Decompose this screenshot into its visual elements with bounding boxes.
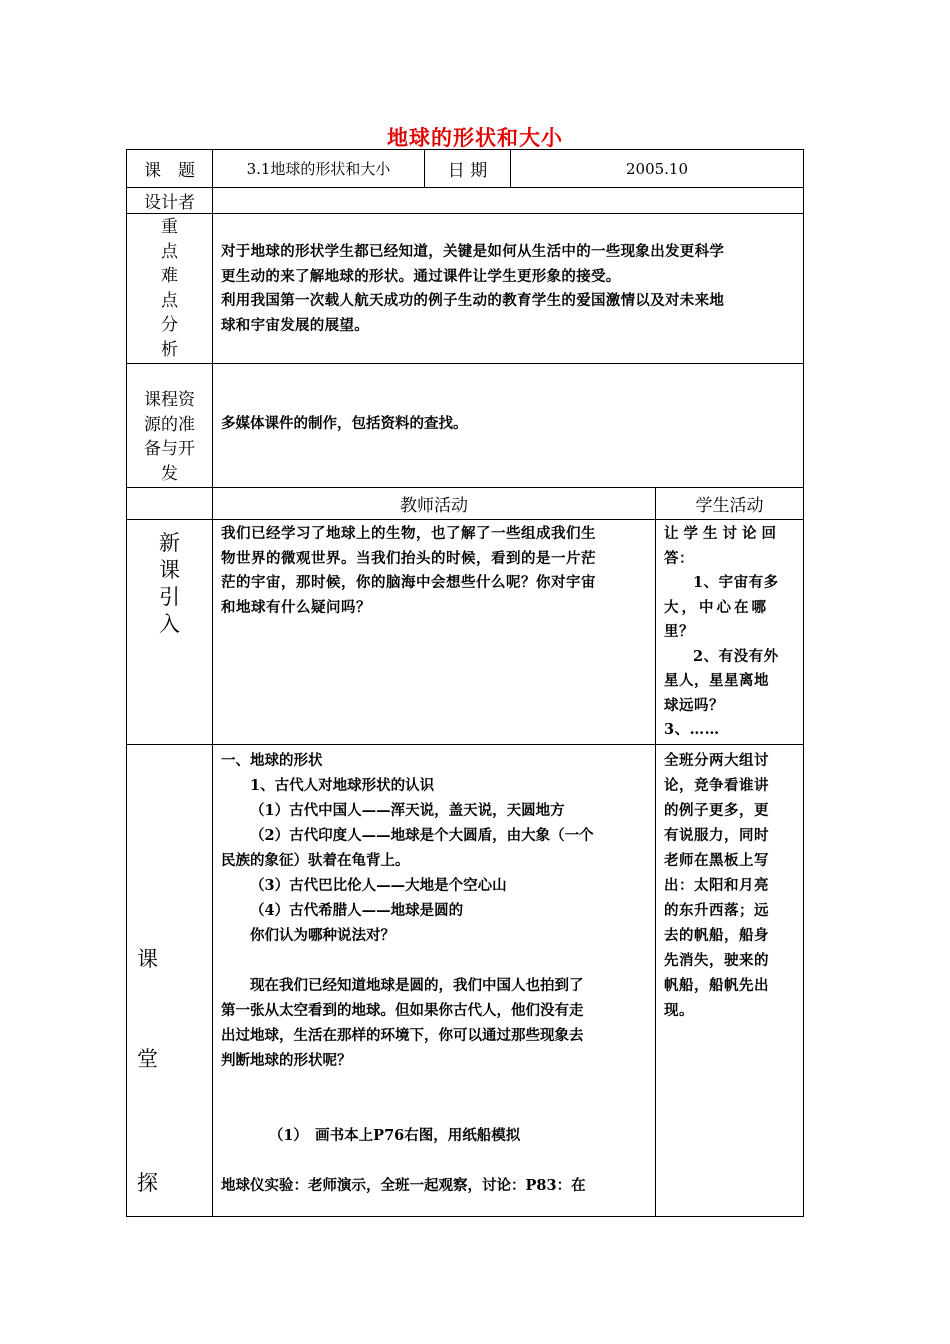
intro-student-line: 答： <box>664 549 694 567</box>
key-points-content-cell <box>212 213 804 364</box>
explore-teacher-line: （2）古代印度人——地球是个大圆盾，由大象（一个 <box>250 827 594 844</box>
explore-student-line: 先消失，驶来的 <box>664 952 769 969</box>
designer-label-cell <box>126 187 213 214</box>
intro-teacher-line: 物世界的微观世界。当我们抬头的时候，看到的是一片茫 <box>221 549 596 567</box>
teacher-activity-header: 教师活动 <box>400 496 468 516</box>
key-points-line: 对于地球的形状学生都已经知道，关键是如何从生活中的一些现象出发更科学 <box>221 243 725 260</box>
key-points-label-char: 分 <box>161 315 178 335</box>
explore-teacher-line: 第一张从太空看到的地球。但如果你古代人，他们没有走 <box>221 1002 584 1019</box>
explore-teacher-line: 出过地球，生活在那样的环境下，你可以通过那些现象去 <box>221 1027 584 1044</box>
explore-teacher-line: （1） 画书本上P76右图，用纸船模拟 <box>268 1127 521 1144</box>
resources-content-cell <box>212 363 804 488</box>
explore-student-line: 出：太阳和月亮 <box>664 877 769 894</box>
explore-student-line: 论，竞争看谁讲 <box>664 777 769 794</box>
key-points-label-char: 重 <box>161 217 178 237</box>
explore-teacher-line: （1）古代中国人——浑天说，盖天说，天圆地方 <box>250 802 565 819</box>
designer-value-cell <box>212 187 804 214</box>
intro-student-line: 星人，星星离地 <box>664 672 769 689</box>
resources-label-line: 备与开 <box>144 439 195 459</box>
key-points-line: 更生动的来了解地球的形状。通过课件让学生更形象的接受。 <box>221 267 621 285</box>
date-value: 2005.10 <box>625 159 689 178</box>
key-points-label-char: 点 <box>161 241 178 262</box>
intro-teacher-line: 我们已经学习了地球上的生物，也了解了一些组成我们生 <box>221 525 596 542</box>
intro-label-char: 新 <box>159 531 180 555</box>
designer-label: 设计者 <box>144 193 195 213</box>
explore-label-char: 堂 <box>137 1047 158 1071</box>
teacher-activity-header-cell <box>212 487 656 520</box>
explore-teacher-line: （3）古代巴比伦人——大地是个空心山 <box>250 877 507 894</box>
key-points-label-cell <box>126 213 213 364</box>
explore-label-char: 探 <box>137 1171 158 1195</box>
intro-label-char: 入 <box>159 612 180 636</box>
explore-student-line: 的东升西落；远 <box>664 902 769 919</box>
key-points-label-char: 难 <box>161 266 178 286</box>
date-value-cell <box>510 149 804 188</box>
intro-label-char: 引 <box>159 585 180 609</box>
intro-teacher-line: 和地球有什么疑问吗？ <box>221 598 371 616</box>
student-activity-header: 学生活动 <box>695 496 764 516</box>
intro-student-line: 球远吗？ <box>664 696 724 714</box>
explore-student-line: 帆船，船帆先出 <box>664 977 769 994</box>
explore-teacher-line: 现在我们已经知道地球是圆的，我们中国人也拍到了 <box>250 977 584 994</box>
explore-student-cell <box>655 744 804 1217</box>
intro-student-cell <box>655 519 804 745</box>
date-label: 日 期 <box>447 161 488 181</box>
intro-student-line: 3、…… <box>664 721 720 738</box>
explore-student-line: 全班分两大组讨 <box>664 752 769 769</box>
student-activity-header-cell <box>655 487 804 520</box>
topic-label: 课 题 <box>144 161 195 181</box>
resources-label-line: 源的准 <box>144 414 195 435</box>
intro-label-char: 课 <box>159 558 180 582</box>
intro-student-line: 里？ <box>664 623 694 640</box>
activity-blank-cell <box>126 487 213 520</box>
topic-value: 3.1地球的形状和大小 <box>246 160 391 178</box>
explore-label-char: 课 <box>137 947 158 971</box>
explore-teacher-line: （4）古代希腊人——地球是圆的 <box>250 902 464 919</box>
intro-teacher-cell <box>212 519 656 745</box>
explore-teacher-line: 1、古代人对地球形状的认识 <box>250 777 435 794</box>
explore-teacher-line: 你们认为哪种说法对？ <box>250 927 395 944</box>
intro-teacher-line: 茫的宇宙，那时候，你的脑海中会想些什么呢？你对宇宙 <box>221 574 596 591</box>
intro-student-line: 让学生讨论回 <box>664 525 781 542</box>
explore-student-line: 现。 <box>664 1002 694 1019</box>
key-points-label-char: 析 <box>161 339 178 360</box>
resources-text: 多媒体课件的制作，包括资料的查找。 <box>221 415 468 432</box>
explore-student-line: 去的帆船，船身 <box>664 927 769 944</box>
explore-student-line: 有说服力，同时 <box>664 827 769 844</box>
topic-label-cell <box>126 149 213 188</box>
topic-value-cell <box>212 149 425 188</box>
resources-label-cell <box>126 363 213 488</box>
intro-label-cell <box>126 519 213 745</box>
key-points-label-char: 点 <box>161 290 178 311</box>
explore-teacher-cell <box>212 744 656 1217</box>
explore-teacher-line: 判断地球的形状呢？ <box>221 1052 352 1069</box>
explore-student-line: 的例子更多，更 <box>664 802 769 819</box>
date-label-cell <box>424 149 511 188</box>
intro-student-line: 1、宇宙有多 <box>693 574 779 591</box>
resources-label-line: 发 <box>161 463 178 484</box>
explore-teacher-line: 地球仪实验：老师演示，全班一起观察，讨论：P83：在 <box>221 1177 586 1194</box>
intro-student-line: 大，中心在哪 <box>664 598 769 616</box>
key-points-line: 利用我国第一次载人航天成功的例子生动的教育学生的爱国激情以及对未来地 <box>221 292 725 309</box>
resources-label-line: 课程资 <box>144 390 195 410</box>
explore-teacher-line: 民族的象征）驮着在龟背上。 <box>221 852 410 869</box>
explore-label-cell <box>126 744 213 1217</box>
explore-student-line: 老师在黑板上写 <box>664 852 769 869</box>
key-points-line: 球和宇宙发展的展望。 <box>221 316 369 334</box>
intro-student-line: 2、有没有外 <box>693 647 779 665</box>
explore-teacher-line: 一、地球的形状 <box>221 752 323 769</box>
page-title: 地球的形状和大小 <box>387 125 563 150</box>
